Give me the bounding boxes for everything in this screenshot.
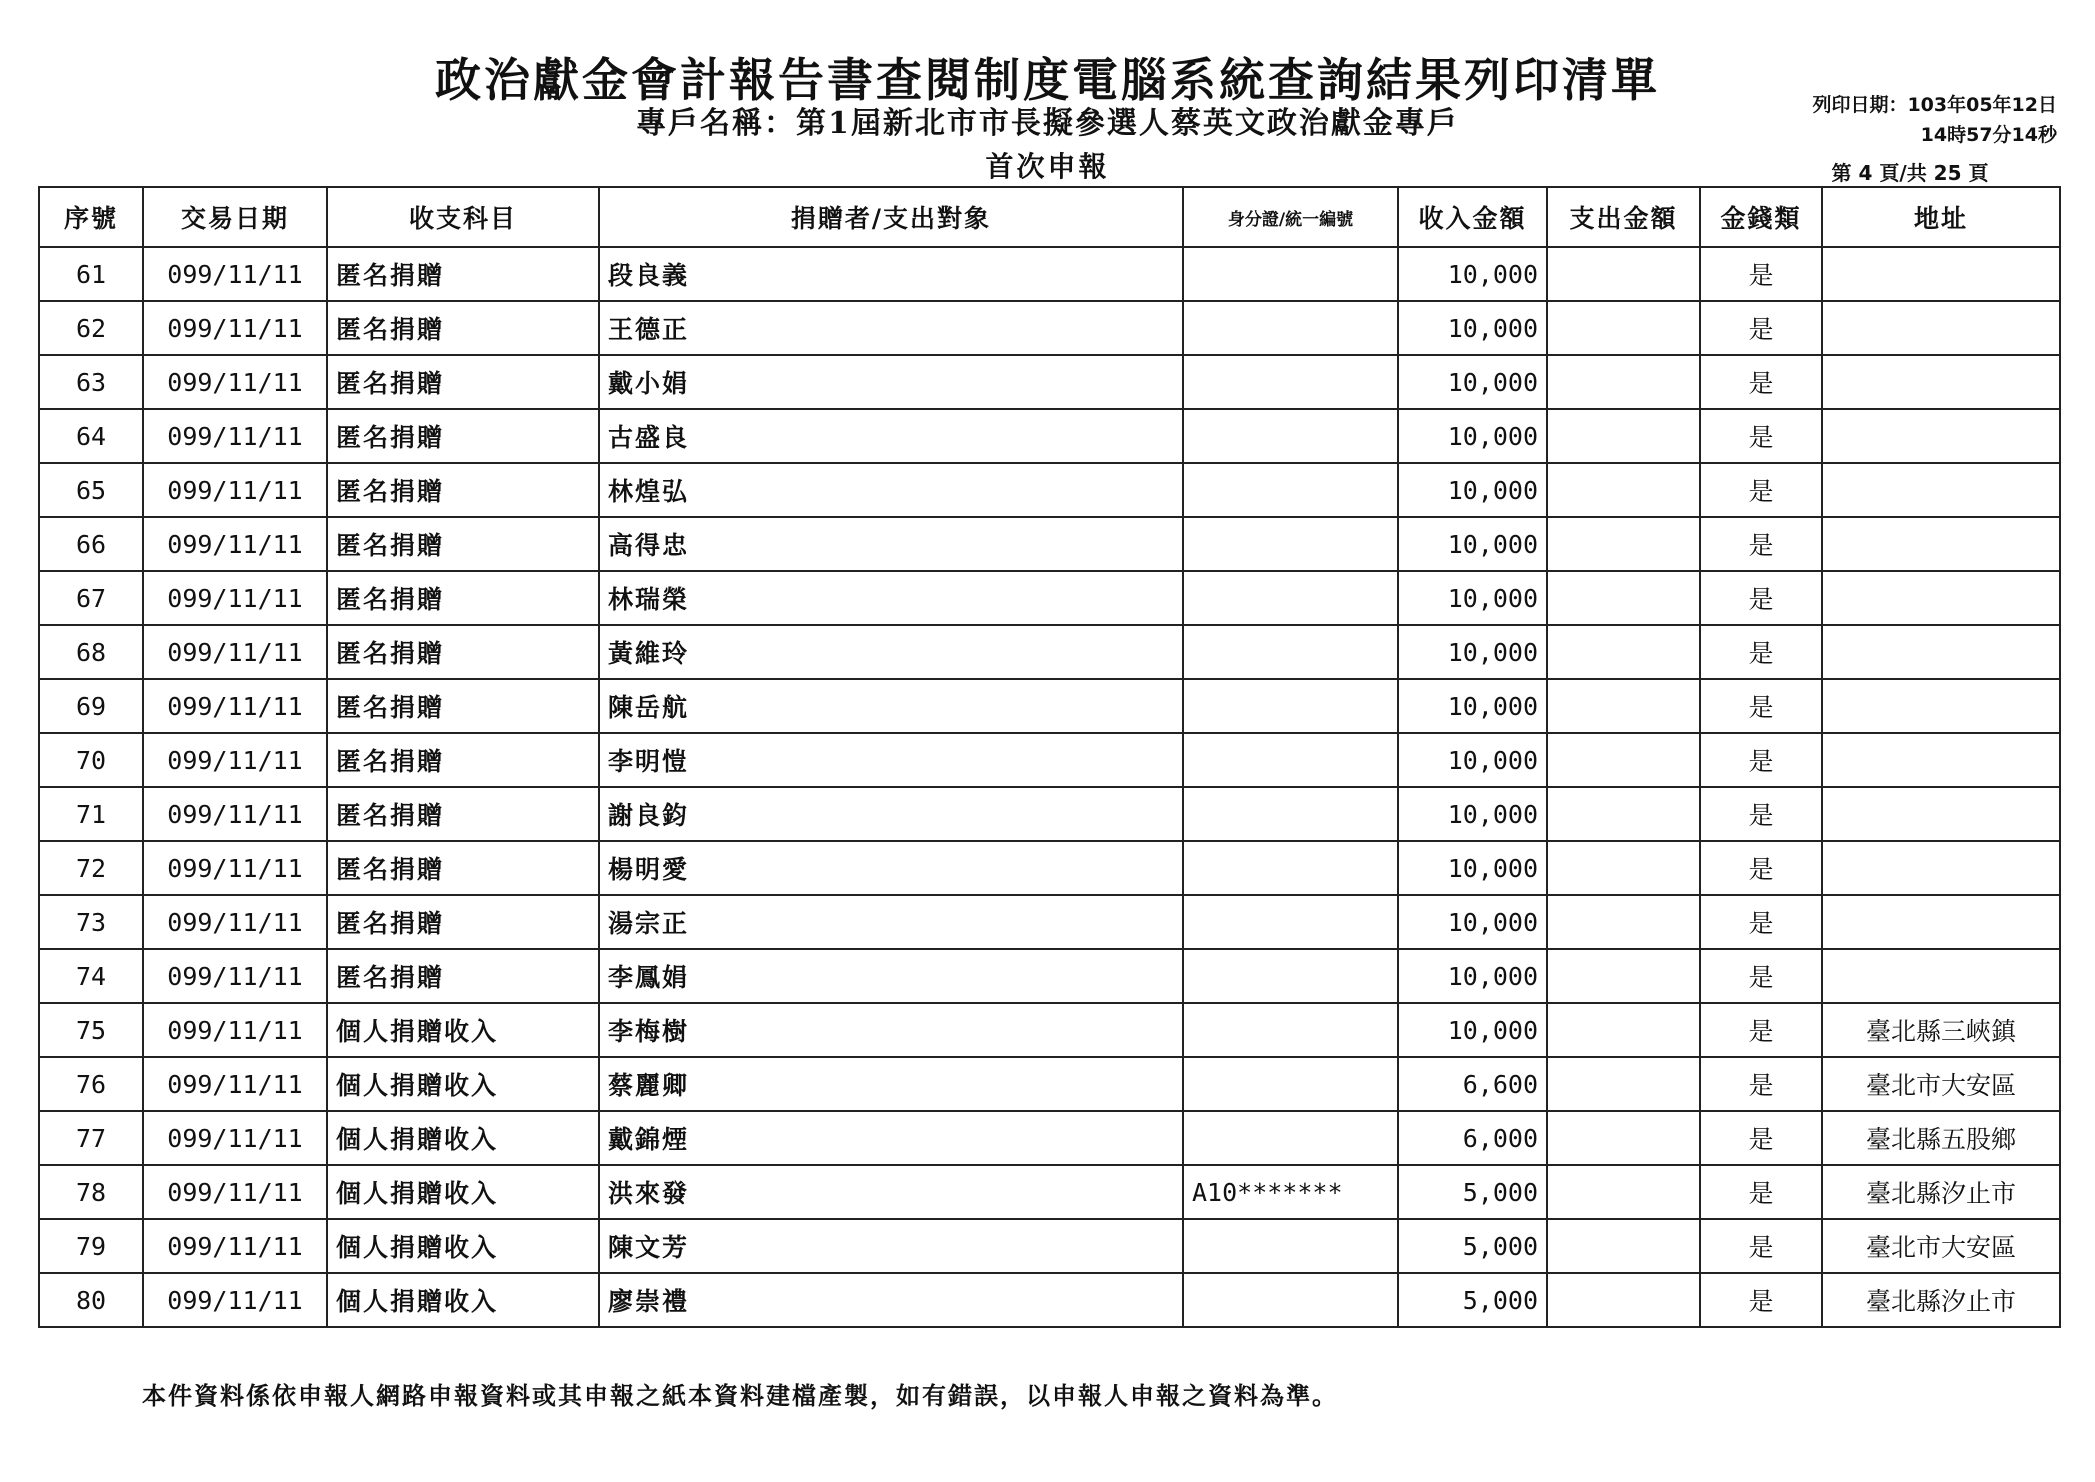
cell-serial: 63 [39,355,143,409]
cell-category: 匿名捐贈 [327,787,599,841]
cell-serial: 79 [39,1219,143,1273]
cell-date: 099/11/11 [143,1111,327,1165]
cell-income: 10,000 [1398,625,1547,679]
cell-expense [1547,1111,1700,1165]
cell-income: 5,000 [1398,1273,1547,1327]
table-row [39,409,2060,463]
cell-donor: 段良義 [599,247,1183,301]
cell-cash-type: 是 [1700,355,1822,409]
cell-category: 匿名捐贈 [327,409,599,463]
cell-category: 個人捐贈收入 [327,1165,599,1219]
cell-cash-type: 是 [1700,301,1822,355]
page-title: 政治獻金會計報告書查閱制度電腦系統查詢結果列印清單 [435,53,1660,107]
cell-category: 匿名捐贈 [327,625,599,679]
footer-note: 本件資料係依申報人網路申報資料或其申報之紙本資料建檔產製，如有錯誤，以申報人申報之資料為準。 [142,1381,1338,1410]
cell-expense [1547,949,1700,1003]
col-header-serial: 序號 [39,187,143,247]
cell-serial: 75 [39,1003,143,1057]
cell-income: 5,000 [1398,1219,1547,1273]
cell-id-number [1183,571,1398,625]
cell-category: 匿名捐贈 [327,841,599,895]
col-header-income: 收入金額 [1398,187,1547,247]
table-row [39,679,2060,733]
cell-id-number [1183,895,1398,949]
table-row [39,517,2060,571]
cell-id-number [1183,1057,1398,1111]
cell-id-number [1183,1273,1398,1327]
cell-income: 10,000 [1398,247,1547,301]
cell-cash-type: 是 [1700,409,1822,463]
cell-donor: 古盛良 [599,409,1183,463]
cell-date: 099/11/11 [143,679,327,733]
cell-category: 匿名捐贈 [327,895,599,949]
col-header-category: 收支科目 [327,187,599,247]
cell-category: 匿名捐贈 [327,247,599,301]
cell-donor: 戴錦煙 [599,1111,1183,1165]
cell-category: 匿名捐贈 [327,301,599,355]
table-row [39,1057,2060,1111]
cell-date: 099/11/11 [143,1003,327,1057]
cell-expense [1547,1273,1700,1327]
cell-donor: 陳文芳 [599,1219,1183,1273]
table-row [39,571,2060,625]
cell-expense [1547,247,1700,301]
cell-id-number: A10******* [1183,1165,1398,1219]
table-row [39,247,2060,301]
cell-date: 099/11/11 [143,787,327,841]
cell-date: 099/11/11 [143,463,327,517]
cell-serial: 64 [39,409,143,463]
cell-serial: 62 [39,301,143,355]
cell-expense [1547,355,1700,409]
cell-id-number [1183,463,1398,517]
cell-donor: 陳岳航 [599,679,1183,733]
table-row [39,949,2060,1003]
cell-expense [1547,1219,1700,1273]
cell-expense [1547,733,1700,787]
cell-date: 099/11/11 [143,895,327,949]
cell-date: 099/11/11 [143,301,327,355]
cell-cash-type: 是 [1700,841,1822,895]
cell-address [1822,679,2060,733]
cell-cash-type: 是 [1700,247,1822,301]
cell-income: 10,000 [1398,895,1547,949]
cell-cash-type: 是 [1700,895,1822,949]
cell-cash-type: 是 [1700,463,1822,517]
cell-category: 個人捐贈收入 [327,1003,599,1057]
cell-cash-type: 是 [1700,625,1822,679]
cell-income: 10,000 [1398,679,1547,733]
cell-serial: 70 [39,733,143,787]
cell-donor: 李明愷 [599,733,1183,787]
cell-date: 099/11/11 [143,355,327,409]
col-header-expense: 支出金額 [1547,187,1700,247]
cell-date: 099/11/11 [143,571,327,625]
cell-cash-type: 是 [1700,571,1822,625]
cell-cash-type: 是 [1700,1057,1822,1111]
cell-cash-type: 是 [1700,679,1822,733]
cell-serial: 61 [39,247,143,301]
cell-address: 臺北市大安區 [1822,1057,2060,1111]
cell-address [1822,463,2060,517]
cell-date: 099/11/11 [143,1057,327,1111]
table-row [39,787,2060,841]
cell-expense [1547,301,1700,355]
cell-cash-type: 是 [1700,733,1822,787]
cell-serial: 73 [39,895,143,949]
cell-category: 匿名捐贈 [327,733,599,787]
cell-expense [1547,1003,1700,1057]
cell-category: 匿名捐贈 [327,949,599,1003]
cell-expense [1547,409,1700,463]
cell-address: 臺北縣五股鄉 [1822,1111,2060,1165]
cell-serial: 74 [39,949,143,1003]
print-date: 列印日期：103年05年12日 [1812,94,2057,116]
cell-donor: 林煌弘 [599,463,1183,517]
cell-donor: 李梅樹 [599,1003,1183,1057]
cell-donor: 洪來發 [599,1165,1183,1219]
cell-id-number [1183,1003,1398,1057]
cell-address: 臺北縣汐止市 [1822,1273,2060,1327]
cell-date: 099/11/11 [143,841,327,895]
cell-cash-type: 是 [1700,1111,1822,1165]
table-row [39,841,2060,895]
cell-expense [1547,571,1700,625]
cell-serial: 77 [39,1111,143,1165]
cell-serial: 66 [39,517,143,571]
col-header-id-number: 身分證/統一編號 [1183,187,1398,247]
table-row [39,463,2060,517]
donation-table [38,186,2061,1328]
cell-expense [1547,517,1700,571]
cell-income: 10,000 [1398,463,1547,517]
table-row [39,1003,2060,1057]
cell-category: 個人捐贈收入 [327,1273,599,1327]
col-header-cash-type: 金錢類 [1700,187,1822,247]
cell-income: 10,000 [1398,787,1547,841]
cell-date: 099/11/11 [143,1273,327,1327]
cell-id-number [1183,787,1398,841]
cell-date: 099/11/11 [143,949,327,1003]
cell-address: 臺北縣三峽鎮 [1822,1003,2060,1057]
cell-category: 個人捐贈收入 [327,1111,599,1165]
table-body [39,247,2060,1327]
table-row [39,895,2060,949]
table-row [39,733,2060,787]
cell-donor: 湯宗正 [599,895,1183,949]
cell-cash-type: 是 [1700,1273,1822,1327]
table-row [39,1165,2060,1219]
cell-donor: 戴小娟 [599,355,1183,409]
cell-income: 10,000 [1398,571,1547,625]
page-indicator: 第 4 頁/共 25 頁 [1831,161,1989,185]
print-time: 14時57分14秒 [1920,124,2057,146]
cell-address [1822,949,2060,1003]
cell-address [1822,841,2060,895]
cell-date: 099/11/11 [143,517,327,571]
cell-address: 臺北縣汐止市 [1822,1165,2060,1219]
cell-id-number [1183,247,1398,301]
cell-serial: 72 [39,841,143,895]
cell-category: 匿名捐贈 [327,463,599,517]
col-header-donor: 捐贈者/支出對象 [599,187,1183,247]
cell-expense [1547,679,1700,733]
table-row [39,625,2060,679]
cell-id-number [1183,517,1398,571]
cell-donor: 楊明愛 [599,841,1183,895]
table-row [39,355,2060,409]
cell-serial: 69 [39,679,143,733]
cell-category: 個人捐贈收入 [327,1219,599,1273]
report-type: 首次申報 [985,150,1110,183]
cell-date: 099/11/11 [143,733,327,787]
cell-id-number [1183,679,1398,733]
cell-donor: 李鳳娟 [599,949,1183,1003]
cell-donor: 王德正 [599,301,1183,355]
print-date-block [1812,90,2057,150]
cell-income: 10,000 [1398,1003,1547,1057]
cell-address [1822,355,2060,409]
cell-cash-type: 是 [1700,949,1822,1003]
col-header-address: 地址 [1822,187,2060,247]
cell-cash-type: 是 [1700,1219,1822,1273]
cell-address: 臺北市大安區 [1822,1219,2060,1273]
cell-id-number [1183,301,1398,355]
cell-income: 10,000 [1398,841,1547,895]
cell-expense [1547,787,1700,841]
cell-expense [1547,1057,1700,1111]
cell-category: 個人捐贈收入 [327,1057,599,1111]
cell-expense [1547,841,1700,895]
cell-expense [1547,625,1700,679]
cell-serial: 80 [39,1273,143,1327]
cell-address [1822,517,2060,571]
cell-donor: 廖崇禮 [599,1273,1183,1327]
cell-address [1822,787,2060,841]
table-row [39,1273,2060,1327]
cell-income: 6,000 [1398,1111,1547,1165]
table-row [39,301,2060,355]
cell-address [1822,247,2060,301]
cell-address [1822,571,2060,625]
cell-id-number [1183,733,1398,787]
cell-cash-type: 是 [1700,1165,1822,1219]
cell-address [1822,301,2060,355]
cell-income: 10,000 [1398,409,1547,463]
cell-address [1822,409,2060,463]
cell-id-number [1183,949,1398,1003]
cell-income: 10,000 [1398,517,1547,571]
cell-expense [1547,463,1700,517]
cell-donor: 黃維玲 [599,625,1183,679]
cell-serial: 67 [39,571,143,625]
cell-date: 099/11/11 [143,1165,327,1219]
cell-donor: 謝良鈞 [599,787,1183,841]
cell-category: 匿名捐贈 [327,355,599,409]
cell-cash-type: 是 [1700,517,1822,571]
cell-address [1822,733,2060,787]
cell-category: 匿名捐贈 [327,679,599,733]
cell-serial: 76 [39,1057,143,1111]
cell-income: 10,000 [1398,355,1547,409]
cell-cash-type: 是 [1700,1003,1822,1057]
cell-income: 10,000 [1398,733,1547,787]
table-row [39,1219,2060,1273]
account-name: 專戶名稱：第1屆新北市市長擬參選人蔡英文政治獻金專戶 [636,106,1459,141]
cell-date: 099/11/11 [143,409,327,463]
table-row [39,1111,2060,1165]
cell-serial: 71 [39,787,143,841]
cell-date: 099/11/11 [143,625,327,679]
cell-income: 10,000 [1398,301,1547,355]
cell-serial: 65 [39,463,143,517]
table-header-row [39,187,2060,247]
cell-date: 099/11/11 [143,247,327,301]
cell-expense [1547,1165,1700,1219]
cell-id-number [1183,625,1398,679]
cell-expense [1547,895,1700,949]
cell-id-number [1183,1219,1398,1273]
cell-id-number [1183,1111,1398,1165]
cell-cash-type: 是 [1700,787,1822,841]
cell-address [1822,895,2060,949]
cell-income: 5,000 [1398,1165,1547,1219]
cell-serial: 78 [39,1165,143,1219]
cell-donor: 高得忠 [599,517,1183,571]
cell-id-number [1183,841,1398,895]
cell-address [1822,625,2060,679]
cell-category: 匿名捐贈 [327,517,599,571]
cell-date: 099/11/11 [143,1219,327,1273]
cell-id-number [1183,355,1398,409]
cell-category: 匿名捐贈 [327,571,599,625]
cell-id-number [1183,409,1398,463]
cell-donor: 蔡麗卿 [599,1057,1183,1111]
cell-serial: 68 [39,625,143,679]
cell-donor: 林瑞榮 [599,571,1183,625]
col-header-date: 交易日期 [143,187,327,247]
cell-income: 10,000 [1398,949,1547,1003]
cell-income: 6,600 [1398,1057,1547,1111]
